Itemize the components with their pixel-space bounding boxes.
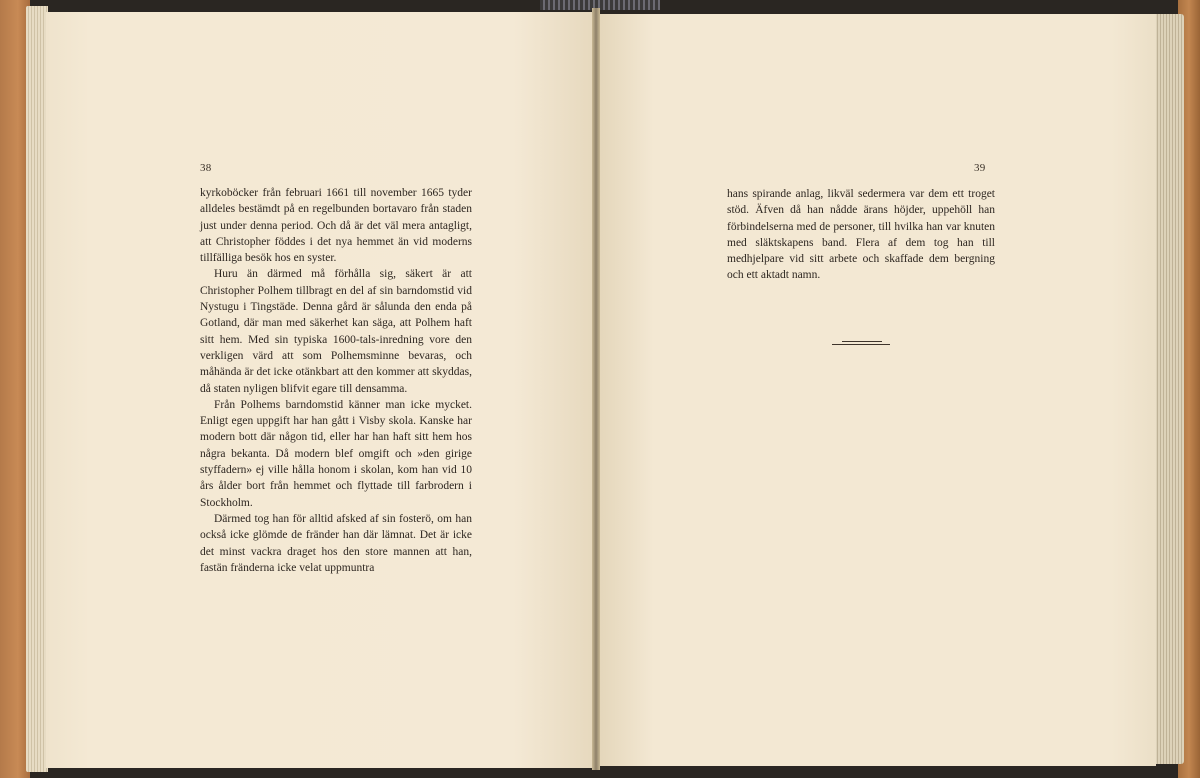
- paragraph: Därmed tog han för alltid afsked af sin fosterö, om han också icke glömde de fränder han där lämnat. Det är icke det minst vackra draget hos den store mannen att han, fastän fränderna icke velat uppmuntra: [200, 512, 472, 574]
- paragraph: hans spirande anlag, likväl sedermera var dem ett troget stöd. Äfven då han nådde ärans höjder, uppehöll han förbindelserna med de personer, till hvilka han var knuten med släktskapens band. Flera af dem tog han till medhjelpare vid sitt arbete och skaffade dem bergning och ett aktadt namn.: [727, 188, 995, 282]
- left-page-text: [200, 185, 472, 576]
- section-end-rule: [832, 344, 890, 345]
- paragraph: Huru än därmed må förhålla sig, säkert är att Christopher Polhem tillbragt en del af sin barndomstid vid Nystugu i Tingstäde. Denna gård är sålunda den enda på Gotland, där man med säkerhet kan säga, att Polhem haft sitt hem. Med sin typiska 1600-tals-inredning vore den verkligen värd att som Polhemsminne bevaras, och måhända är det icke otänkbart att den kommer att skyddas, då staten nyligen blifvit egare till densamma.: [200, 268, 472, 395]
- page-number-right: 39: [974, 162, 986, 174]
- page-edges-left: [26, 6, 48, 772]
- right-page-text: [727, 186, 995, 284]
- paragraph: kyrkoböcker från februari 1661 till november 1665 tyder alldeles bestämdt på en regelbunden bortavaro från staden just under denna period. Och då är det väl mera antagligt, att Christopher föddes i det nya hemmet än vid moderns tillfälliga besök hos en syster.: [200, 187, 472, 265]
- section-end-rule: [842, 341, 882, 342]
- page-number-left: 38: [200, 162, 212, 174]
- book-gutter: [592, 8, 600, 770]
- right-page: [598, 14, 1156, 766]
- paragraph: Från Polhems barndomstid känner man icke mycket. Enligt egen uppgift har han gått i Visby skola. Kanske har modern bott där någon tid, eller har han haft sitt hem hos några bekanta. Då modern blef omgift och »den girige styffadern» ej ville hålla honom i skolan, kom han vid 10 års ålder bort från hemmet och flyttade till farbrodern i Stockholm.: [200, 398, 472, 509]
- book-spine-headband: [540, 0, 660, 10]
- page-edges-right: [1152, 14, 1184, 764]
